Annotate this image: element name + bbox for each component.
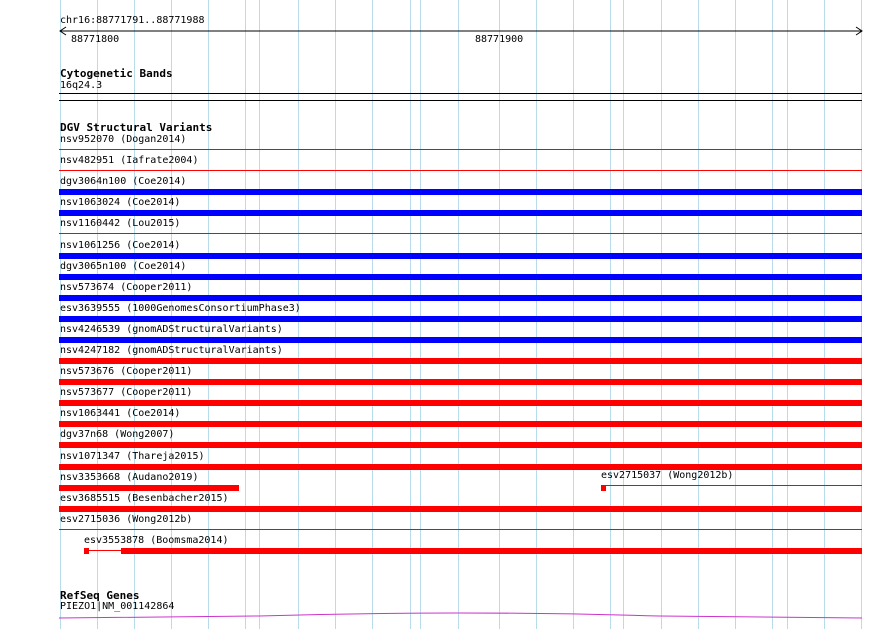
dgv-track-title: DGV Structural Variants	[60, 121, 213, 134]
cytoband-band-bottom	[59, 100, 862, 101]
ruler-axis	[58, 25, 866, 37]
grid-line	[536, 0, 537, 629]
cytoband-band-top	[59, 93, 862, 94]
grid-line	[573, 0, 574, 629]
dgv-variant-label: nsv4247182 (gnomADStructuralVariants)	[60, 345, 283, 356]
dgv-variant-bar[interactable]	[59, 506, 862, 512]
gene-model	[59, 610, 863, 622]
dgv-variant-bar[interactable]	[59, 210, 862, 216]
dgv-variant-label: nsv1063024 (Coe2014)	[60, 197, 181, 209]
dgv-variant-bar[interactable]	[59, 379, 862, 385]
gene-label: PIEZO1|NM_001142864	[60, 601, 175, 612]
dgv-variant-bar[interactable]	[59, 485, 239, 491]
dgv-variant-label: nsv952070 (Dogan2014)	[60, 134, 187, 145]
dgv-variant-bar[interactable]	[59, 529, 862, 530]
dgv-variant-bar[interactable]	[59, 233, 862, 234]
dgv-variant-bar[interactable]	[59, 316, 862, 322]
dgv-variant-bar[interactable]	[89, 550, 121, 551]
dgv-variant-label: nsv573674 (Cooper2011)	[60, 281, 193, 293]
dgv-variant-label: nsv3353668 (Audano2019)	[60, 471, 199, 483]
dgv-variant-bar[interactable]	[59, 253, 862, 259]
dgv-variant-bar[interactable]	[59, 442, 862, 448]
dgv-variant-label-extra: esv2715037 (Wong2012b)	[601, 470, 734, 481]
dgv-variant-label: nsv1061256 (Coe2014)	[60, 239, 181, 251]
grid-line	[787, 0, 788, 629]
grid-line	[458, 0, 459, 629]
dgv-variant-bar[interactable]	[59, 421, 862, 427]
grid-line	[372, 0, 373, 629]
dgv-variant-label: nsv573676 (Cooper2011)	[60, 366, 193, 378]
dgv-variant-bar[interactable]	[59, 274, 862, 280]
dgv-variant-label: dgv37n68 (Wong2007)	[60, 429, 175, 441]
dgv-variant-bar[interactable]	[59, 337, 862, 343]
dgv-variant-label: nsv4246539 (gnomADStructuralVariants)	[60, 323, 283, 335]
dgv-variant-bar[interactable]	[59, 295, 862, 301]
dgv-variant-label: esv3685515 (Besenbacher2015)	[60, 492, 229, 504]
dgv-variant-label: esv3553878 (Boomsma2014)	[84, 534, 229, 546]
dgv-variant-bar[interactable]	[59, 464, 862, 470]
dgv-variant-label: nsv482951 (Iafrate2004)	[60, 155, 199, 167]
grid-line	[735, 0, 736, 629]
ruler-tick-label: 88771900	[475, 34, 524, 45]
grid-line	[824, 0, 825, 629]
cytoband-track-title: Cytogenetic Bands	[60, 67, 173, 80]
dgv-variant-label: nsv573677 (Cooper2011)	[60, 387, 193, 399]
dgv-variant-bar[interactable]	[84, 548, 89, 554]
grid-line	[410, 0, 411, 629]
grid-line	[610, 0, 611, 629]
ruler-tick-label: 88771800	[71, 34, 120, 45]
dgv-variant-bar[interactable]	[59, 189, 862, 195]
dgv-variant-bar[interactable]	[59, 358, 862, 364]
grid-line	[772, 0, 773, 629]
grid-line	[861, 0, 862, 629]
dgv-variant-label: esv2715036 (Wong2012b)	[60, 513, 193, 525]
grid-line	[661, 0, 662, 629]
dgv-variant-bar[interactable]	[59, 400, 862, 406]
region-label: chr16:88771791..88771988	[60, 15, 205, 26]
dgv-variant-bar[interactable]	[121, 548, 862, 554]
grid-line	[499, 0, 500, 629]
dgv-variant-bar[interactable]	[606, 485, 862, 486]
dgv-variant-label: nsv1063441 (Coe2014)	[60, 408, 181, 420]
dgv-variant-label: nsv1160442 (Lou2015)	[60, 218, 181, 230]
cytoband-label: 16q24.3	[60, 80, 103, 91]
grid-line	[335, 0, 336, 629]
dgv-variant-bar[interactable]	[59, 170, 862, 171]
dgv-variant-label: nsv1071347 (Thareja2015)	[60, 450, 205, 462]
grid-line	[698, 0, 699, 629]
dgv-variant-label: esv3639555 (1000GenomesConsortiumPhase3)	[60, 302, 301, 314]
grid-line	[623, 0, 624, 629]
dgv-variant-label: dgv3065n100 (Coe2014)	[60, 260, 187, 272]
refseq-track-title: RefSeq Genes	[60, 589, 140, 602]
dgv-variant-label: dgv3064n100 (Coe2014)	[60, 176, 187, 188]
grid-line	[420, 0, 421, 629]
dgv-variant-bar[interactable]	[59, 149, 862, 150]
